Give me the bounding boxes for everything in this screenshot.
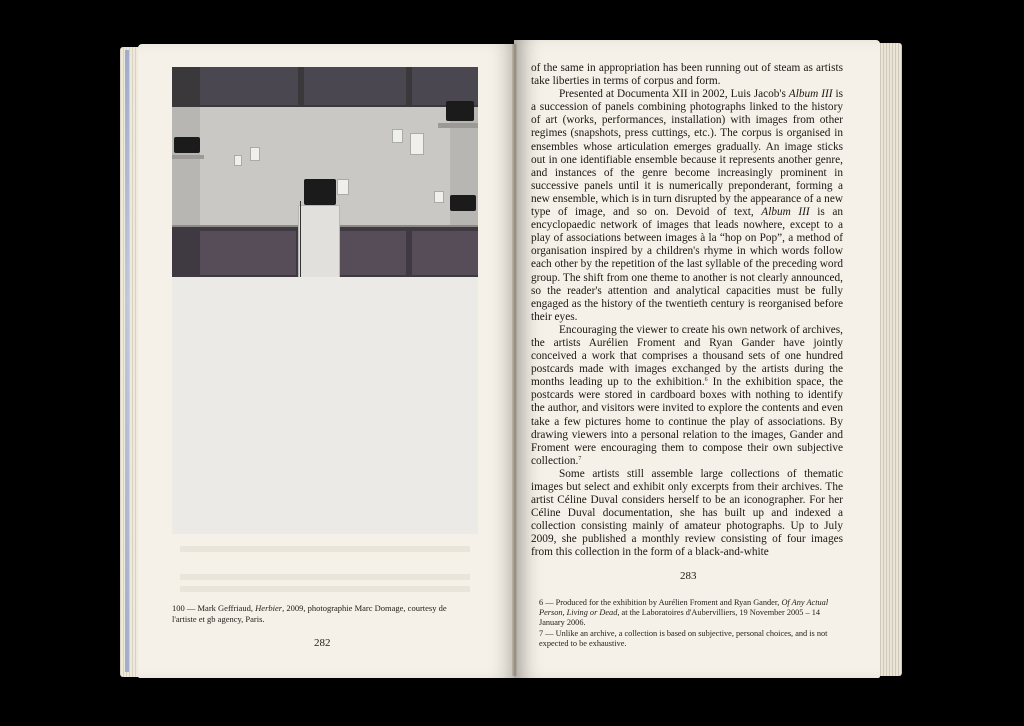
figure-caption: 100 — Mark Geffriaud, Herbier, 2009, photographie Marc Domage, courtesy de l'artiste et gb agency, Paris. [172, 603, 447, 624]
text-run: Some artists still assemble large collections of thematic images but select and exhibit only excerpts from their archives. The artist Céline Duval considers herself to be an iconographer. For her Céline Duval documentation, she has built up and indexed a collection consisting mainly of amateur photographs. Up to July 2009, she published a monthly review consisting of four images from this collection in the form of a black-and-white [531, 467, 843, 559]
page-block-right-edge [878, 43, 902, 676]
show-through-text [180, 574, 470, 580]
footnote [539, 629, 841, 649]
text-run: In the exhibition space, the postcards were stored in cardboard boxes with nothing to identify the author, and visitors were invited to explore the contents and even take a few pictures home to continue the play of associations. By drawing viewers into a personal relation to the images, Gander and Froment were encouraging them to compose their own subjective collection. [531, 376, 843, 467]
footnote [539, 598, 841, 629]
paragraph [531, 324, 843, 468]
body-text [531, 62, 843, 560]
paragraph [531, 88, 843, 324]
text-run: Album III [788, 88, 833, 101]
text-run: , at the Laboratoires d'Aubervilliers, 19 November 2005 – 14 January 2006. [539, 608, 821, 628]
text-run: 7 — Unlike an archive, a collection is based on subjective, personal choices, and is not expected to be exhaustive. [539, 628, 828, 648]
show-through-text [180, 586, 470, 592]
text-run: 6 — Produced for the exhibition by Aurélien Froment and Ryan Gander, [539, 598, 782, 607]
text-run: Encouraging the viewer to create his own network of archives, the artists Aurélien Froment and Ryan Gander have jointly conceived a work that comprises a thousand sets of one hundred postcards made with images exchanged by the artists during the months leading up to the exhibition. [531, 323, 843, 389]
footnotes [539, 598, 841, 649]
footnote-ref: 6 [704, 377, 708, 384]
page-edge-tint [125, 50, 129, 672]
footnote-ref: 7 [578, 455, 582, 462]
book-gutter [512, 44, 518, 676]
text-run: is a succession of panels combining photographs linked to the history of art (works, performances, installation) with images from other regimes (snapshots, press cuttings, etc.). The corpus is organised in ensembles whose articulation emerges gradually. An image sticks out in one identifiable ensemble because it represents another genre, and instances of the genre become increasingly prominent in successive panels until it is numerically preponderant, forming a new ensemble, which is in turn disrupted by the appearance of a new type of image, and so on. Devoid of text, [531, 88, 844, 219]
page-number-right: 283 [680, 570, 697, 582]
image-backing [172, 277, 478, 534]
show-through-text [180, 546, 470, 552]
text-run: Of Any Actual Person, Living or Dead [539, 598, 829, 618]
paragraph [531, 468, 843, 560]
text-run: Presented at Documenta XII in 2002, Luis Jacob's [559, 88, 789, 101]
text-run: is an encyclopaedic network of images that leads nowhere, except to a play of associations between images à la “hop on Pop”, a method of organisation inspired by a children's rhyme in which words follow each other by the repetition of the last syllable of the preceding word group. The shift from one theme to another is not clearly announced, so the reader's attention and analytical capacities must be fully engaged as the history of the twentieth century is reorganised before their eyes. [531, 206, 843, 323]
exhibition-photograph [172, 67, 478, 277]
text-run: of the same in appropriation has been running out of steam as artists take liberties in terms of corpus and form. [531, 62, 843, 88]
page-number-left: 282 [314, 637, 331, 649]
text-run: Album III [761, 206, 810, 219]
paragraph [531, 62, 843, 88]
